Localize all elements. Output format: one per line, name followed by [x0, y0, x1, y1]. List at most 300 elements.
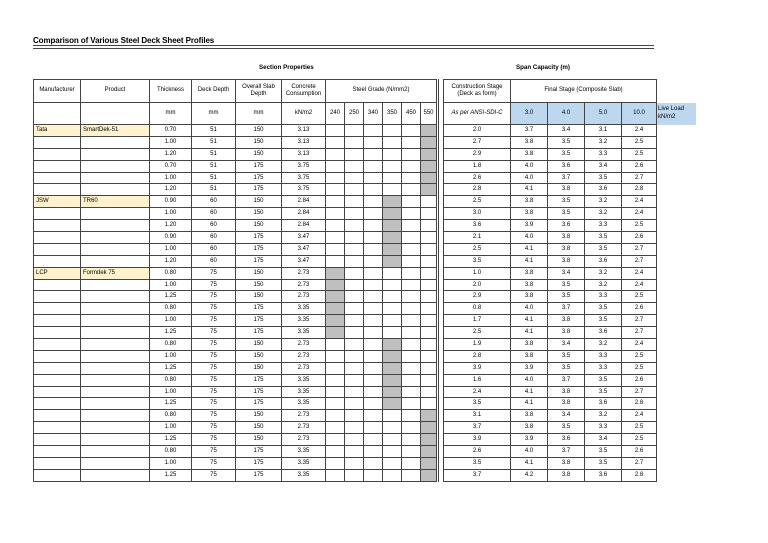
grade-240-cell [326, 208, 345, 220]
final-span-cell: 3.4 [548, 410, 585, 422]
concrete-cell: 3.35 [282, 446, 326, 458]
thickness-cell: 0.90 [150, 196, 192, 208]
construction-span-cell: 2.0 [444, 279, 511, 291]
thickness-cell: 1.00 [150, 386, 192, 398]
table-row [34, 125, 697, 137]
final-span-cell: 3.8 [548, 457, 585, 469]
final-span-cell: 4.1 [511, 398, 548, 410]
grade-340-cell [364, 434, 383, 446]
final-span-cell: 3.8 [548, 386, 585, 398]
final-span-cell: 3.8 [511, 196, 548, 208]
grade-250-cell [345, 279, 364, 291]
product-cell [81, 398, 150, 410]
construction-span-cell: 2.5 [444, 327, 511, 339]
grade-350-label: 350 [383, 103, 402, 125]
deck-depth-cell: 60 [192, 243, 236, 255]
grade-250-cell [345, 327, 364, 339]
grade-250-cell [345, 172, 364, 184]
product-cell [81, 362, 150, 374]
grade-340-cell [364, 374, 383, 386]
thickness-cell: 0.90 [150, 232, 192, 244]
grade-240-cell [326, 184, 345, 196]
grade-450-cell [402, 279, 421, 291]
grade-250-cell [345, 398, 364, 410]
concrete-cell: 3.35 [282, 303, 326, 315]
grade-350-cell [383, 386, 402, 398]
grade-240-cell [326, 255, 345, 267]
grade-250-cell [345, 208, 364, 220]
final-span-cell: 3.6 [585, 255, 622, 267]
final-span-cell: 4.2 [511, 469, 548, 481]
final-span-cell: 4.0 [511, 303, 548, 315]
grade-250-cell [345, 148, 364, 160]
grade-550-cell [421, 232, 438, 244]
grade-250-cell [345, 362, 364, 374]
grade-350-cell [383, 232, 402, 244]
grade-240-cell [326, 279, 345, 291]
grade-450-cell [402, 184, 421, 196]
product-cell [81, 303, 150, 315]
concrete-cell: 2.73 [282, 410, 326, 422]
final-span-cell: 4.1 [511, 315, 548, 327]
final-span-cell: 3.5 [548, 279, 585, 291]
grade-550-cell [421, 434, 438, 446]
slab-depth-cell: 150 [236, 350, 282, 362]
steel-grade-header: Steel Grade (N/mm2) [326, 80, 438, 103]
deck-depth-cell: 75 [192, 279, 236, 291]
final-span-cell: 3.2 [585, 208, 622, 220]
table-row [34, 386, 697, 398]
concrete-cell: 3.75 [282, 160, 326, 172]
construction-span-cell: 2.8 [444, 184, 511, 196]
slab-depth-cell: 175 [236, 398, 282, 410]
product-cell [81, 291, 150, 303]
thickness-cell: 1.00 [150, 350, 192, 362]
construction-span-cell: 0.8 [444, 303, 511, 315]
grade-450-cell [402, 469, 421, 481]
final-span-cell: 3.6 [585, 327, 622, 339]
grade-240-cell [326, 339, 345, 351]
grade-340-cell [364, 184, 383, 196]
final-span-cell: 2.4 [622, 196, 657, 208]
final-span-cell: 3.8 [511, 279, 548, 291]
grade-550-cell [421, 279, 438, 291]
final-span-cell: 4.1 [511, 386, 548, 398]
grade-450-cell [402, 267, 421, 279]
table-row [34, 410, 697, 422]
grade-240-cell [326, 125, 345, 137]
final-span-cell: 3.8 [548, 398, 585, 410]
grade-340-cell [364, 362, 383, 374]
thickness-cell: 0.80 [150, 374, 192, 386]
grade-550-cell [421, 362, 438, 374]
grade-550-cell [421, 327, 438, 339]
final-span-cell: 3.8 [511, 410, 548, 422]
grade-240-cell [326, 303, 345, 315]
grade-340-cell [364, 327, 383, 339]
grade-550-cell [421, 374, 438, 386]
grade-450-cell [402, 327, 421, 339]
grade-240-cell [326, 362, 345, 374]
grade-350-cell [383, 291, 402, 303]
slab-depth-cell: 175 [236, 243, 282, 255]
grade-340-cell [364, 291, 383, 303]
grade-450-cell [402, 315, 421, 327]
product-cell [81, 160, 150, 172]
final-span-cell: 2.7 [622, 457, 657, 469]
final-span-cell: 2.4 [622, 410, 657, 422]
grade-340-cell [364, 422, 383, 434]
final-span-cell: 4.1 [511, 457, 548, 469]
deck-depth-unit: mm [192, 103, 236, 125]
final-span-cell: 2.4 [622, 279, 657, 291]
construction-span-cell: 1.9 [444, 339, 511, 351]
slab-depth-cell: 175 [236, 303, 282, 315]
slab-depth-cell: 150 [236, 148, 282, 160]
thickness-cell: 1.00 [150, 208, 192, 220]
thickness-cell: 1.00 [150, 315, 192, 327]
grade-340-cell [364, 125, 383, 137]
grade-450-cell [402, 434, 421, 446]
deck-depth-cell: 75 [192, 422, 236, 434]
final-span-cell: 3.8 [511, 136, 548, 148]
thickness-cell: 1.25 [150, 291, 192, 303]
grade-340-cell [364, 315, 383, 327]
construction-span-cell: 3.5 [444, 457, 511, 469]
deck-depth-cell: 75 [192, 303, 236, 315]
final-span-cell: 3.2 [585, 279, 622, 291]
grade-350-cell [383, 434, 402, 446]
final-span-cell: 3.5 [548, 208, 585, 220]
deck-depth-cell: 75 [192, 291, 236, 303]
grade-250-cell [345, 125, 364, 137]
slab-depth-cell: 150 [236, 410, 282, 422]
deck-depth-cell: 60 [192, 196, 236, 208]
product-cell [81, 422, 150, 434]
final-span-cell: 3.2 [585, 267, 622, 279]
thickness-cell: 0.80 [150, 446, 192, 458]
grade-250-cell [345, 184, 364, 196]
grade-350-cell [383, 422, 402, 434]
table-row [34, 255, 697, 267]
construction-span-cell: 2.6 [444, 172, 511, 184]
deck-depth-cell: 51 [192, 125, 236, 137]
manufacturer-cell [34, 469, 81, 481]
construction-span-cell: 3.5 [444, 255, 511, 267]
grade-350-cell [383, 184, 402, 196]
slab-depth-cell: 150 [236, 339, 282, 351]
grade-250-cell [345, 339, 364, 351]
concrete-cell: 2.73 [282, 422, 326, 434]
grade-340-cell [364, 398, 383, 410]
grade-550-label: 550 [421, 103, 438, 125]
final-span-cell: 2.8 [622, 398, 657, 410]
grade-340-cell [364, 172, 383, 184]
grade-240-cell [326, 243, 345, 255]
construction-span-cell: 2.5 [444, 196, 511, 208]
grade-250-cell [345, 232, 364, 244]
table-row [34, 315, 697, 327]
construction-span-cell: 2.7 [444, 136, 511, 148]
thickness-header: Thickness [150, 80, 192, 103]
final-span-cell: 3.5 [585, 232, 622, 244]
grade-250-cell [345, 160, 364, 172]
slab-depth-cell: 150 [236, 434, 282, 446]
product-cell [81, 208, 150, 220]
slab-depth-cell: 175 [236, 172, 282, 184]
product-cell [81, 457, 150, 469]
final-span-cell: 2.8 [622, 184, 657, 196]
overall-slab-depth-header: Overall Slab Depth [236, 80, 282, 103]
deck-depth-cell: 75 [192, 457, 236, 469]
grade-340-cell [364, 457, 383, 469]
final-span-cell: 3.6 [585, 184, 622, 196]
grade-450-cell [402, 374, 421, 386]
concrete-cell: 3.47 [282, 232, 326, 244]
grade-250-cell [345, 243, 364, 255]
grade-240-cell [326, 136, 345, 148]
product-cell [81, 148, 150, 160]
thickness-cell: 1.00 [150, 279, 192, 291]
slab-depth-cell: 150 [236, 279, 282, 291]
slab-depth-cell: 150 [236, 291, 282, 303]
grade-350-cell [383, 339, 402, 351]
slab-depth-cell: 150 [236, 125, 282, 137]
header-row [34, 80, 697, 103]
manufacturer-cell [34, 243, 81, 255]
concrete-cell: 2.73 [282, 362, 326, 374]
grade-550-cell [421, 457, 438, 469]
deck-depth-cell: 75 [192, 315, 236, 327]
grade-250-cell [345, 196, 364, 208]
final-span-cell: 3.5 [585, 315, 622, 327]
manufacturer-cell [34, 315, 81, 327]
final-span-cell: 2.4 [622, 208, 657, 220]
final-span-cell: 2.6 [622, 446, 657, 458]
slab-depth-cell: 175 [236, 255, 282, 267]
grade-550-cell [421, 446, 438, 458]
product-cell [81, 136, 150, 148]
grade-550-cell [421, 339, 438, 351]
table-row [34, 350, 697, 362]
final-span-cell: 3.8 [548, 469, 585, 481]
grade-340-cell [364, 208, 383, 220]
grade-240-cell [326, 148, 345, 160]
final-span-cell: 2.6 [622, 303, 657, 315]
grade-340-cell [364, 386, 383, 398]
table-row [34, 446, 697, 458]
deck-depth-cell: 51 [192, 160, 236, 172]
grade-340-label: 340 [364, 103, 383, 125]
final-span-cell: 3.5 [585, 172, 622, 184]
product-cell [81, 220, 150, 232]
thickness-cell: 1.00 [150, 136, 192, 148]
construction-span-cell: 1.7 [444, 315, 511, 327]
table-row [34, 172, 697, 184]
final-span-cell: 2.6 [622, 160, 657, 172]
manufacturer-cell [34, 374, 81, 386]
manufacturer-cell [34, 160, 81, 172]
grade-240-cell [326, 220, 345, 232]
grade-240-cell [326, 374, 345, 386]
final-span-cell: 3.9 [511, 362, 548, 374]
deck-depth-cell: 75 [192, 446, 236, 458]
final-span-cell: 3.3 [585, 148, 622, 160]
grade-550-cell [421, 172, 438, 184]
manufacturer-cell [34, 303, 81, 315]
final-span-cell: 3.2 [585, 410, 622, 422]
grade-550-cell [421, 398, 438, 410]
final-span-cell: 4.1 [511, 327, 548, 339]
thickness-cell: 1.25 [150, 327, 192, 339]
final-span-cell: 2.5 [622, 291, 657, 303]
concrete-cell: 3.35 [282, 386, 326, 398]
final-span-cell: 3.5 [548, 136, 585, 148]
slab-depth-cell: 150 [236, 208, 282, 220]
slab-depth-cell: 175 [236, 446, 282, 458]
construction-span-cell: 2.8 [444, 350, 511, 362]
table-row [34, 303, 697, 315]
manufacturer-cell [34, 172, 81, 184]
manufacturer-cell [34, 291, 81, 303]
final-span-cell: 3.5 [548, 196, 585, 208]
final-span-cell: 2.5 [622, 350, 657, 362]
final-span-cell: 3.5 [548, 291, 585, 303]
final-span-cell: 2.5 [622, 136, 657, 148]
final-span-cell: 3.8 [511, 208, 548, 220]
grade-250-cell [345, 291, 364, 303]
units-manufacturer-blank [34, 103, 81, 125]
thickness-cell: 0.80 [150, 267, 192, 279]
thickness-cell: 1.00 [150, 457, 192, 469]
table-row [34, 184, 697, 196]
deck-profile-table [33, 79, 697, 482]
units-product-blank [81, 103, 150, 125]
deck-depth-cell: 75 [192, 362, 236, 374]
manufacturer-cell: Tata [34, 125, 81, 137]
final-span-cell: 2.7 [622, 327, 657, 339]
manufacturer-cell [34, 232, 81, 244]
table-row [34, 243, 697, 255]
grade-550-cell [421, 243, 438, 255]
concrete-cell: 2.84 [282, 208, 326, 220]
product-cell [81, 469, 150, 481]
grade-340-cell [364, 446, 383, 458]
construction-span-cell: 2.0 [444, 125, 511, 137]
grade-350-cell [383, 398, 402, 410]
grade-240-cell [326, 327, 345, 339]
final-span-cell: 3.6 [585, 398, 622, 410]
final-span-cell: 3.7 [548, 303, 585, 315]
grade-350-cell [383, 327, 402, 339]
title-rule-bottom [33, 48, 654, 49]
grade-240-cell [326, 291, 345, 303]
manufacturer-cell [34, 362, 81, 374]
table-row [34, 469, 697, 481]
thickness-cell: 0.80 [150, 339, 192, 351]
grade-340-cell [364, 469, 383, 481]
final-span-cell: 2.7 [622, 315, 657, 327]
thickness-cell: 1.25 [150, 469, 192, 481]
slab-depth-cell: 175 [236, 374, 282, 386]
concrete-cell: 3.35 [282, 469, 326, 481]
grade-250-cell [345, 422, 364, 434]
product-cell: SmartDek-51 [81, 125, 150, 137]
grade-240-cell [326, 410, 345, 422]
table-row [34, 267, 697, 279]
concrete-cell: 3.75 [282, 184, 326, 196]
construction-stage-header: Construction Stage (Deck as form) [444, 80, 511, 103]
grade-350-cell [383, 125, 402, 137]
final-span-cell: 3.6 [585, 469, 622, 481]
final-span-cell: 3.3 [585, 362, 622, 374]
construction-span-cell: 1.0 [444, 267, 511, 279]
grade-340-cell [364, 220, 383, 232]
concrete-cell: 3.35 [282, 457, 326, 469]
thickness-cell: 0.70 [150, 125, 192, 137]
manufacturer-cell [34, 136, 81, 148]
final-span-cell: 4.0 [511, 172, 548, 184]
manufacturer-cell [34, 184, 81, 196]
grade-350-cell [383, 220, 402, 232]
concrete-cell: 3.35 [282, 327, 326, 339]
concrete-cell: 3.35 [282, 315, 326, 327]
thickness-cell: 1.25 [150, 434, 192, 446]
final-span-cell: 2.7 [622, 172, 657, 184]
span-capacity-heading: Span Capacity (m) [516, 64, 570, 71]
grade-340-cell [364, 160, 383, 172]
manufacturer-cell [34, 327, 81, 339]
concrete-cell: 2.73 [282, 279, 326, 291]
final-span-cell: 3.5 [548, 148, 585, 160]
final-span-cell: 4.1 [511, 184, 548, 196]
grade-250-cell [345, 374, 364, 386]
grade-550-cell [421, 291, 438, 303]
deck-depth-cell: 51 [192, 172, 236, 184]
construction-span-cell: 2.9 [444, 148, 511, 160]
final-span-cell: 2.5 [622, 422, 657, 434]
grade-350-cell [383, 315, 402, 327]
grade-250-cell [345, 303, 364, 315]
grade-350-cell [383, 410, 402, 422]
concrete-cell: 3.13 [282, 136, 326, 148]
deck-depth-cell: 75 [192, 469, 236, 481]
final-span-cell: 2.5 [622, 434, 657, 446]
thickness-cell: 1.20 [150, 220, 192, 232]
product-cell [81, 434, 150, 446]
final-span-cell: 3.8 [548, 184, 585, 196]
grade-340-cell [364, 232, 383, 244]
grade-240-cell [326, 350, 345, 362]
product-cell [81, 327, 150, 339]
concrete-cell: 3.35 [282, 398, 326, 410]
table-row [34, 327, 697, 339]
deck-depth-cell: 60 [192, 220, 236, 232]
table-row [34, 374, 697, 386]
grade-350-cell [383, 303, 402, 315]
grade-550-cell [421, 136, 438, 148]
final-span-cell: 3.6 [548, 160, 585, 172]
final-span-cell: 3.8 [511, 350, 548, 362]
final-span-cell: 2.4 [622, 339, 657, 351]
live-load-4-label: 4.0 [548, 103, 585, 125]
grade-450-cell [402, 291, 421, 303]
live-load-label: Live Load kN/m2 [657, 103, 697, 125]
product-cell [81, 279, 150, 291]
final-span-cell: 3.6 [548, 434, 585, 446]
construction-standard-label: As per ANSI-SDI-C [444, 103, 511, 125]
table-row [34, 148, 697, 160]
